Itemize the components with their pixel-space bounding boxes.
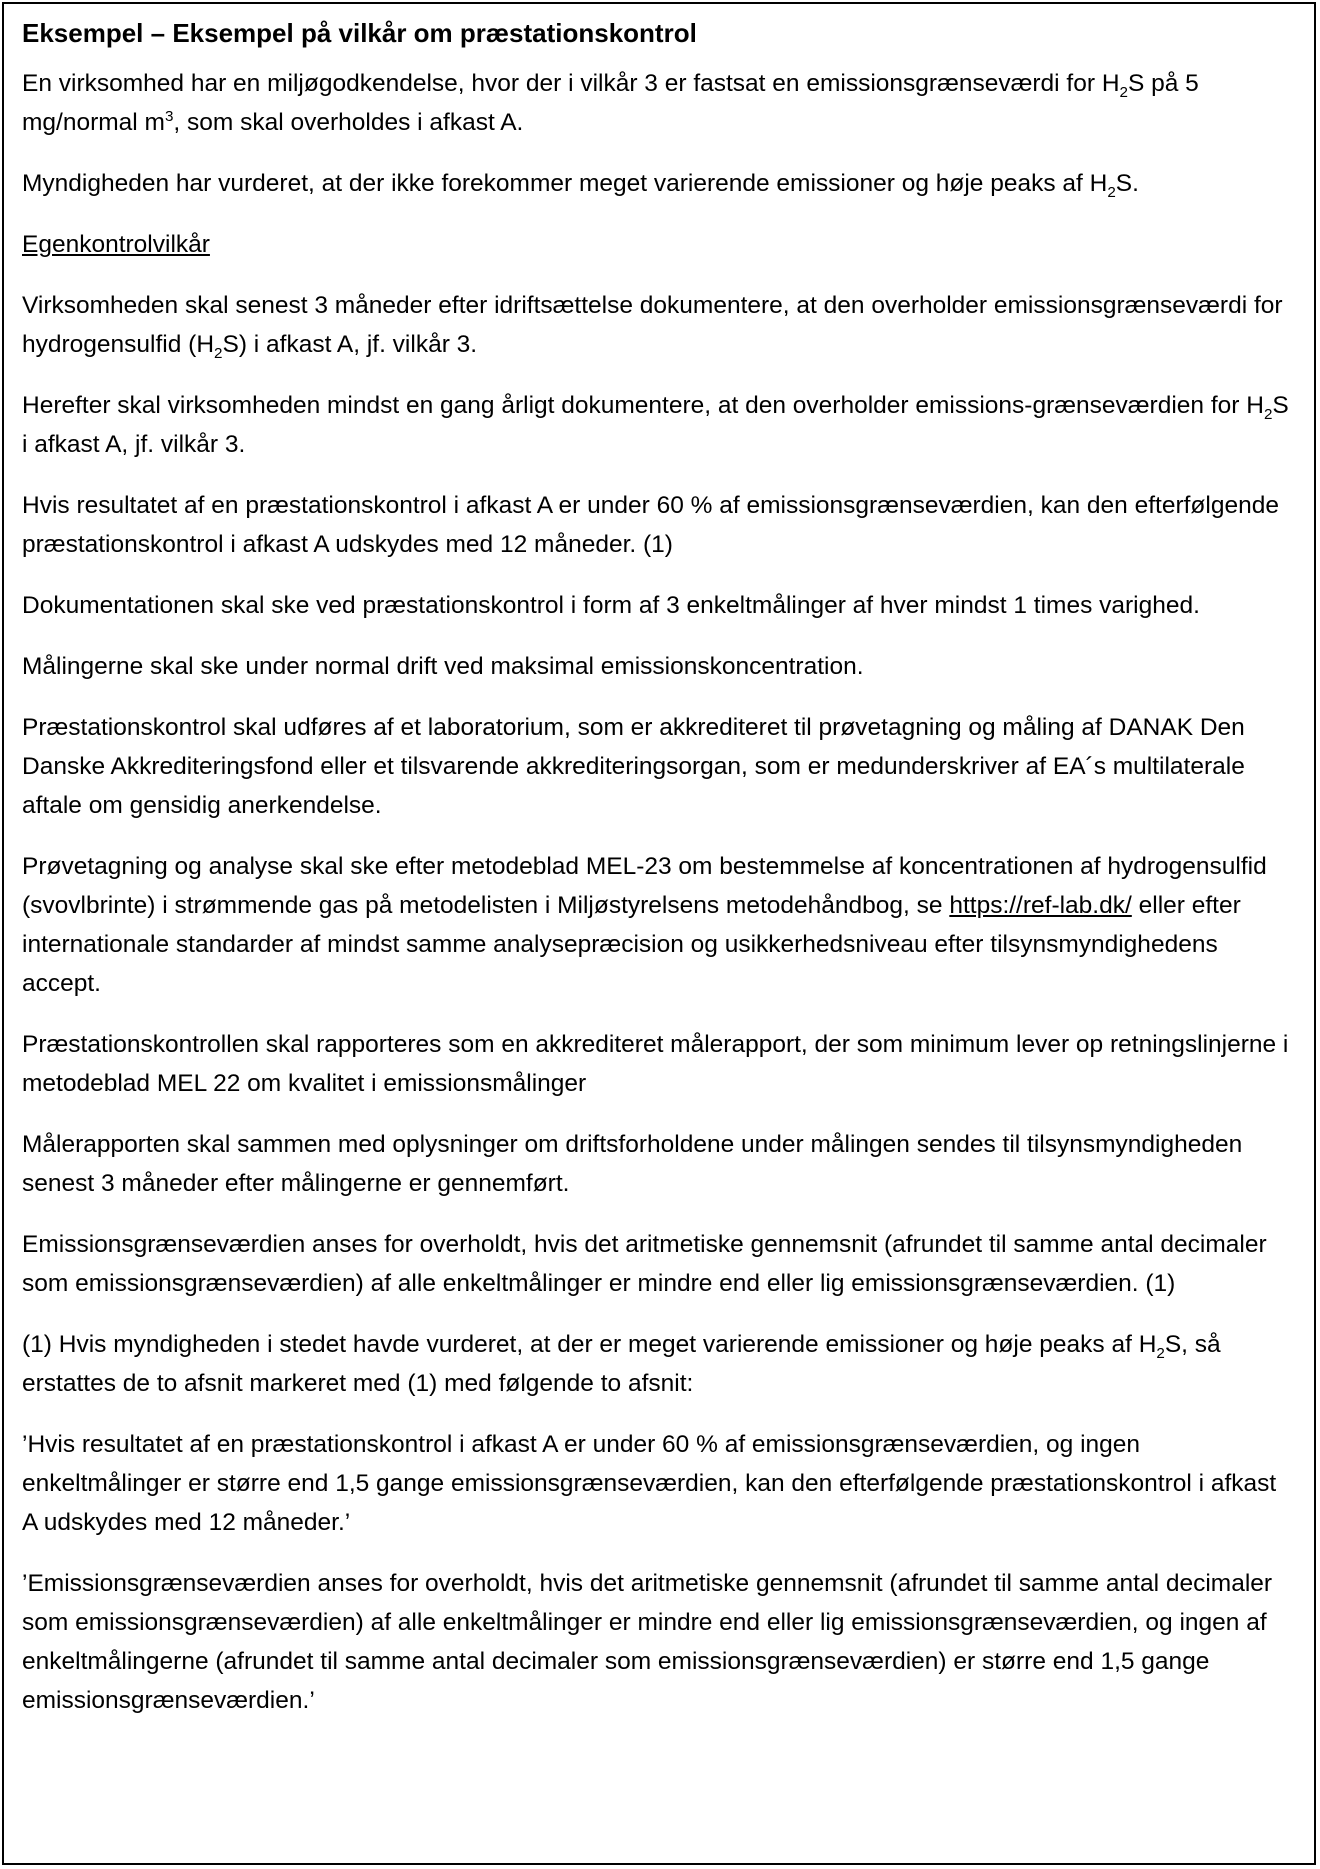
text: (1) Hvis myndigheden i stedet havde vurderet, at der er meget varierende emissioner og høje peaks af H [22, 1331, 1157, 1358]
paragraph-postponement: Hvis resultatet af en præstationskontrol i afkast A er under 60 % af emissionsgrænseværdien, kan den efterfølgende præstationskontrol i afkast A udskydes med 12 måneder. (1) [22, 492, 1279, 558]
text: S i afkast A, jf. vilkår 3. [22, 392, 1289, 458]
paragraph-footnote [22, 1325, 1296, 1403]
paragraph-report: Præstationskontrollen skal rapporteres som en akkrediteret målerapport, der som minimum lever op retningslinjerne i metodeblad MEL 22 om kvalitet i emissionsmålinger [22, 1031, 1289, 1097]
subscript: 2 [1107, 183, 1116, 201]
text: , som skal overholdes i afkast A. [173, 109, 524, 136]
subscript: 2 [1119, 83, 1128, 101]
text: eller efter internationale standarder af mindst samme analysepræcision og usikkerhedsniveau efter tilsynsmyndighedens accept. [22, 892, 1241, 997]
paragraph-report-submission: Målerapporten skal sammen med oplysninger om driftsforholdene under målingen sendes til tilsynsmyndigheden senest 3 måneder efter målingerne er gennemført. [22, 1131, 1243, 1197]
paragraph-annual-documentation [22, 386, 1296, 464]
text: S på 5 mg/normal m [22, 70, 1199, 136]
paragraph-sampling-method [22, 847, 1296, 1003]
ref-lab-link[interactable]: https://ref-lab.dk/ [949, 892, 1132, 919]
subscript: 2 [1263, 405, 1273, 423]
subscript: 2 [1156, 1344, 1165, 1362]
paragraph-approval [22, 64, 1296, 142]
text: Prøvetagning og analyse skal ske efter metodeblad MEL-23 om bestemmelse af koncentrationen af hydrogensulfid (svovlbrinte) i strømmende gas på metodelisten i Miljøstyrelsens metodehåndbog, se [22, 853, 1267, 919]
paragraph-compliance: Emissionsgrænseværdien anses for overholdt, hvis det aritmetiske gennemsnit (afrundet til samme antal decimaler som emissionsgrænseværdien) af alle enkeltmålinger er mindre end eller lig emissionsgrænseværdien. (1) [22, 1231, 1267, 1297]
section-heading: Egenkontrolvilkår [22, 231, 210, 258]
paragraph-laboratory: Præstationskontrol skal udføres af et laboratorium, som er akkrediteret til prøvetagning og måling af DANAK Den Danske Akkrediteringsfond eller et tilsvarende akkrediteringsorgan, som er medunderskriver af EA´s multilaterale aftale om gensidig anerkendelse. [22, 714, 1245, 819]
paragraph-initial-documentation [22, 286, 1296, 364]
text: Virksomheden skal senest 3 måneder efter idriftsættelse dokumentere, at den overholder emissionsgrænseværdi for hydrogensulfid (H [22, 292, 1283, 358]
superscript: 3 [164, 107, 174, 125]
text: S. [1115, 170, 1139, 197]
text: S) i afkast A, jf. vilkår 3. [222, 331, 478, 358]
paragraph-assessment [22, 164, 1296, 203]
paragraph-alt-compliance: ’Emissionsgrænseværdien anses for overholdt, hvis det aritmetiske gennemsnit (afrundet til samme antal decimaler som emissionsgrænseværdien) af alle enkeltmålinger er mindre end eller lig emissionsgrænseværdien, og ingen af enkeltmålingerne (afrundet til samme antal decimaler som emissionsgrænseværdien) er større end 1,5 gange emissionsgrænseværdien.’ [22, 1570, 1273, 1714]
paragraph-normal-operation: Målingerne skal ske under normal drift ved maksimal emissionskoncentration. [22, 653, 864, 680]
example-title: Eksempel – Eksempel på vilkår om præstationskontrol [22, 18, 697, 48]
subscript: 2 [214, 344, 223, 362]
text: S, så erstattes de to afsnit markeret med (1) med følgende to afsnit: [22, 1331, 1221, 1397]
text: Myndigheden har vurderet, at der ikke forekommer meget varierende emissioner og høje peaks af H [22, 170, 1108, 197]
example-box [2, 2, 1316, 1865]
paragraph-alt-postponement: ’Hvis resultatet af en præstationskontrol i afkast A er under 60 % af emissionsgrænseværdien, og ingen enkeltmålinger er større end 1,5 gange emissionsgrænseværdien, kan den efterfølgende præstationskontrol i afkast A udskydes med 12 måneder.’ [22, 1431, 1277, 1536]
text: Herefter skal virksomheden mindst en gang årligt dokumentere, at den overholder emissions-grænseværdien for H [22, 392, 1264, 419]
text: En virksomhed har en miljøgodkendelse, hvor der i vilkår 3 er fastsat en emissionsgrænseværdi for H [22, 70, 1120, 97]
paragraph-measurements: Dokumentationen skal ske ved præstationskontrol i form af 3 enkeltmålinger af hver mindst 1 times varighed. [22, 592, 1200, 619]
